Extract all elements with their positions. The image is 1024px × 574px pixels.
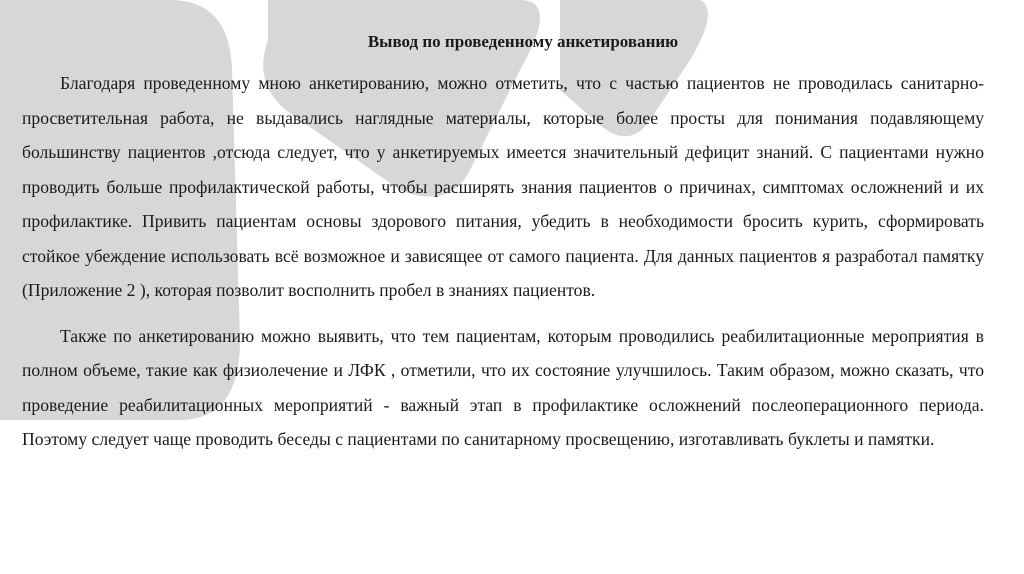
paragraph-2: Также по анкетированию можно выявить, что тем пациентам, которым проводились реабилитационные мероприятия в полном объеме, такие как физиолечение и ЛФК , отметили, что их состояние улучшилось. Таким образом, можно сказать, что проведение реабилитационных мероприятий - важный этап в профилактике осложнений послеоперационного периода. Поэтому следует чаще проводить беседы с пациентами по санитарному просвещению, изготавливать буклеты и памятки. (22, 325, 984, 449)
document-body (22, 30, 984, 457)
paragraph-1: Благодаря проведенному мною анкетированию, можно отметить, что с частью пациентов не проводилась санитарно-просветительная работа, не выдавались наглядные материалы, которые более просты для понимания подавляющему большинству пациентов ,отсюда следует, что у анкетируемых имеется значительный дефицит знаний. С пациентами нужно проводить больше профилактической работы, чтобы расширять знания пациентов о причинах, симптомах осложнений и их профилактике. Привить пациентам основы здорового питания, убедить в необходимости бросить курить, сформировать стойкое убеждение использовать всё возможное и зависящее от самого пациента. Для данных пациентов я разработал памятку (Приложение 2 ), которая позволит восполнить пробел в знаниях пациентов. (22, 73, 984, 300)
document-title: Вывод по проведенному анкетированию (367, 32, 679, 51)
